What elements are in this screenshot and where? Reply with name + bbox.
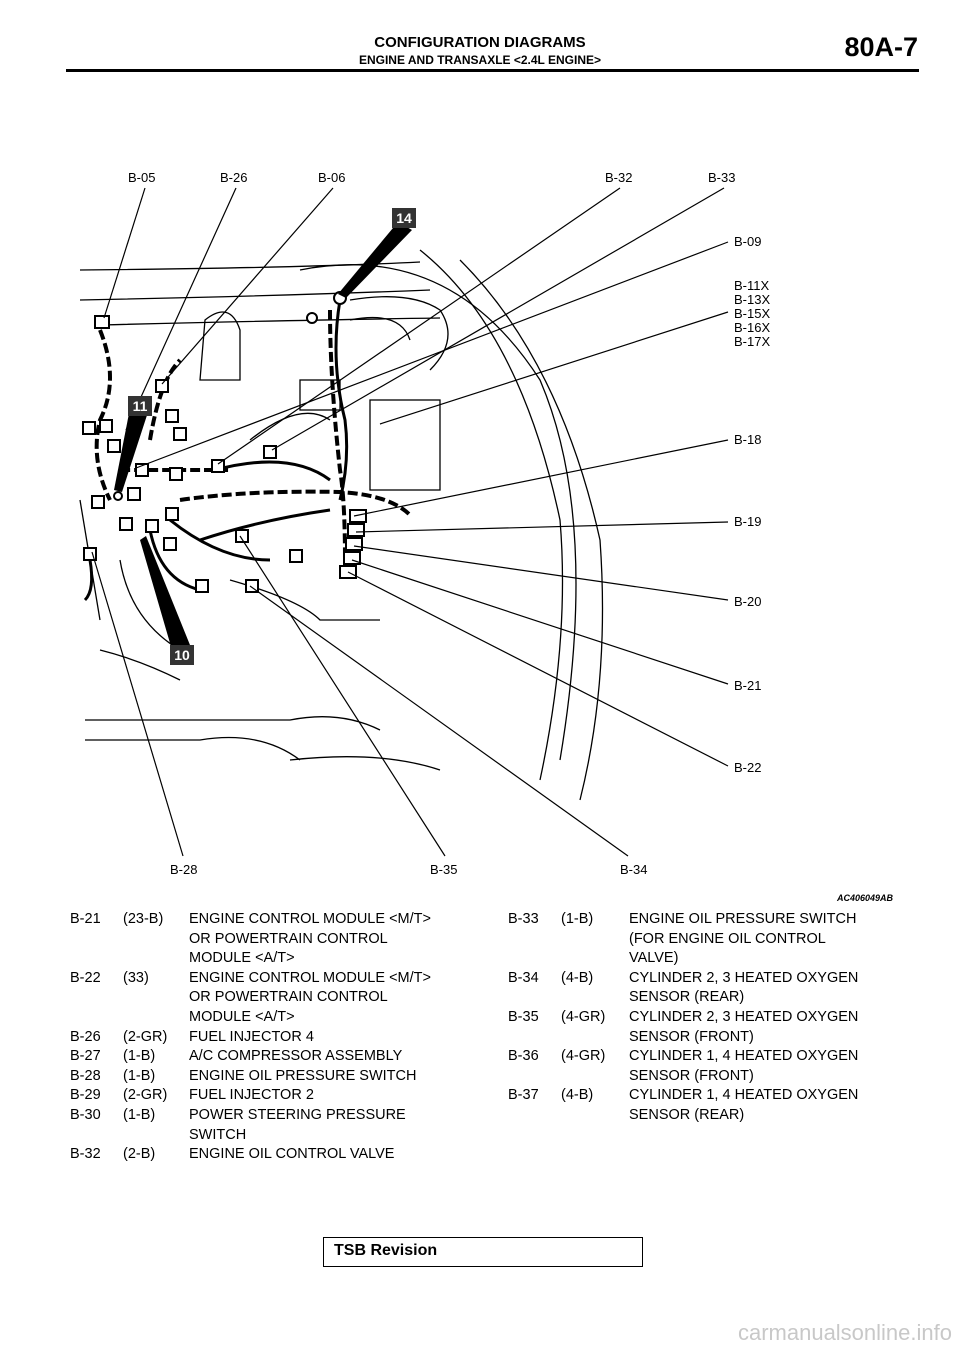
spacer (508, 1028, 561, 1048)
connector-description: OR POWERTRAIN CONTROL (189, 930, 388, 947)
connector-code: B-28 (70, 1067, 101, 1084)
connector-description: FUEL INJECTOR 4 (189, 1028, 314, 1045)
label-b26: B-26 (220, 170, 248, 185)
label-b16x: B-16X (734, 320, 771, 335)
legend-row (70, 988, 490, 1008)
label-b15x: B-15X (734, 306, 771, 321)
label-b28: B-28 (170, 862, 198, 877)
connector-description: ENGINE OIL PRESSURE SWITCH (629, 911, 857, 927)
spacer (508, 1067, 561, 1087)
legend-row (70, 1008, 490, 1028)
legend-row (70, 910, 490, 930)
label-b18: B-18 (734, 432, 762, 447)
spacer (123, 1126, 189, 1146)
connector-description: SWITCH (189, 1126, 247, 1143)
tsb-revision-box: TSB Revision (323, 1237, 643, 1267)
legend-row (70, 969, 490, 989)
marker-10: 10 (174, 647, 190, 663)
legend-row (70, 1126, 490, 1146)
spacer (508, 930, 561, 950)
page-subtitle: ENGINE AND TRANSAXLE <2.4L ENGINE> (358, 53, 602, 67)
label-b21: B-21 (734, 678, 762, 693)
connector-pins: (1-B) (123, 1106, 156, 1123)
connector-code: B-32 (70, 1146, 101, 1163)
legend-row (70, 1047, 490, 1067)
connector-pins: (2-GR) (123, 1087, 168, 1104)
spacer (70, 1126, 123, 1146)
connector-code: B-36 (508, 1048, 539, 1065)
connector-description: SENSOR (REAR) (629, 989, 745, 1006)
legend-row (508, 1086, 918, 1106)
connector-pins: (4-B) (561, 969, 594, 986)
label-b11x: B-11X (734, 278, 770, 293)
legend-row (70, 949, 490, 969)
spacer (561, 1106, 629, 1126)
connector-description: CYLINDER 1, 4 HEATED OXYGEN (629, 1048, 859, 1065)
legend-row (508, 988, 918, 1008)
connector-code: B-34 (508, 969, 539, 986)
legend-row (508, 910, 918, 930)
spacer (70, 949, 123, 969)
legend-row (70, 1106, 490, 1126)
spacer (508, 988, 561, 1008)
label-b13x: B-13X (734, 292, 771, 307)
label-b34: B-34 (620, 862, 648, 877)
connector-pins: (2-GR) (123, 1028, 168, 1045)
connector-description: CYLINDER 2, 3 HEATED OXYGEN (629, 1008, 859, 1025)
legend-row (70, 1067, 490, 1087)
label-b35: B-35 (430, 862, 458, 877)
connector-pins: (1-B) (123, 1048, 156, 1065)
legend-row (508, 1067, 918, 1087)
connector-description: (FOR ENGINE OIL CONTROL (629, 930, 826, 947)
connector-description: ENGINE CONTROL MODULE <M/T> (189, 911, 431, 927)
spacer (70, 988, 123, 1008)
connector-description: CYLINDER 2, 3 HEATED OXYGEN (629, 969, 859, 986)
legend-row (508, 1028, 918, 1048)
connector-pins: (1-B) (561, 911, 594, 927)
connector-legend-right (508, 910, 918, 1126)
connector-description: CYLINDER 1, 4 HEATED OXYGEN (629, 1087, 859, 1104)
connector-pins: (4-GR) (561, 1048, 606, 1065)
spacer (561, 988, 629, 1008)
spacer (561, 949, 629, 969)
connector-description: POWER STEERING PRESSURE (189, 1106, 406, 1123)
connector-legend-left (70, 910, 490, 1165)
page-number: 80A-7 (844, 32, 918, 62)
connector-description: ENGINE OIL CONTROL VALVE (189, 1146, 395, 1163)
label-b33: B-33 (708, 170, 736, 185)
legend-row (70, 1086, 490, 1106)
label-b32: B-32 (605, 170, 633, 185)
connector-description: SENSOR (FRONT) (629, 1067, 754, 1084)
label-b19: B-19 (734, 514, 762, 529)
spacer (70, 930, 123, 950)
connector-pins: (23-B) (123, 911, 164, 927)
label-b20: B-20 (734, 594, 762, 609)
connector-code: B-37 (508, 1087, 539, 1104)
label-b06: B-06 (318, 170, 346, 185)
connector-code: B-30 (70, 1106, 101, 1123)
connector-code: B-26 (70, 1028, 101, 1045)
connector-code: B-21 (70, 911, 101, 927)
connector-pins: (4-GR) (561, 1008, 606, 1025)
connector-code: B-22 (70, 969, 101, 986)
connector-code: B-27 (70, 1048, 101, 1065)
legend-row (508, 930, 918, 950)
connector-description: MODULE <A/T> (189, 1008, 295, 1025)
connector-description: ENGINE OIL PRESSURE SWITCH (189, 1067, 417, 1084)
legend-row (508, 1106, 918, 1126)
spacer (561, 1028, 629, 1048)
label-b05: B-05 (128, 170, 156, 185)
spacer (123, 1008, 189, 1028)
connector-description: MODULE <A/T> (189, 950, 295, 967)
spacer (123, 949, 189, 969)
connector-code: B-33 (508, 911, 539, 927)
spacer (508, 1106, 561, 1126)
spacer (123, 988, 189, 1008)
spacer (70, 1008, 123, 1028)
marker-11: 11 (132, 398, 148, 414)
connector-description: OR POWERTRAIN CONTROL (189, 989, 388, 1006)
connector-pins: (2-B) (123, 1146, 156, 1163)
connector-pins: (1-B) (123, 1067, 156, 1084)
legend-row (70, 1028, 490, 1048)
spacer (561, 930, 629, 950)
label-b22: B-22 (734, 760, 762, 775)
marker-14: 14 (396, 210, 412, 226)
connector-pins: (4-B) (561, 1087, 594, 1104)
spacer (561, 1067, 629, 1087)
legend-row (508, 969, 918, 989)
connector-description: A/C COMPRESSOR ASSEMBLY (189, 1048, 403, 1065)
watermark: carmanualsonline.info (737, 1320, 952, 1345)
figure-id: AC406049AB (837, 893, 894, 903)
spacer (508, 949, 561, 969)
legend-row (508, 949, 918, 969)
connector-description: SENSOR (REAR) (629, 1106, 745, 1123)
legend-row (70, 1145, 490, 1165)
label-b17x: B-17X (734, 334, 771, 349)
connector-description: FUEL INJECTOR 2 (189, 1087, 314, 1104)
connector-code: B-29 (70, 1087, 101, 1104)
label-b09: B-09 (734, 234, 762, 249)
connector-pins: (33) (123, 969, 149, 986)
legend-row (70, 930, 490, 950)
connector-code: B-35 (508, 1008, 539, 1025)
page-title: CONFIGURATION DIAGRAMS (374, 34, 586, 51)
connector-description: VALVE) (629, 950, 679, 967)
legend-row (508, 1008, 918, 1028)
connector-description: SENSOR (FRONT) (629, 1028, 754, 1045)
connector-description: ENGINE CONTROL MODULE <M/T> (189, 969, 431, 986)
spacer (123, 930, 189, 950)
legend-row (508, 1047, 918, 1067)
